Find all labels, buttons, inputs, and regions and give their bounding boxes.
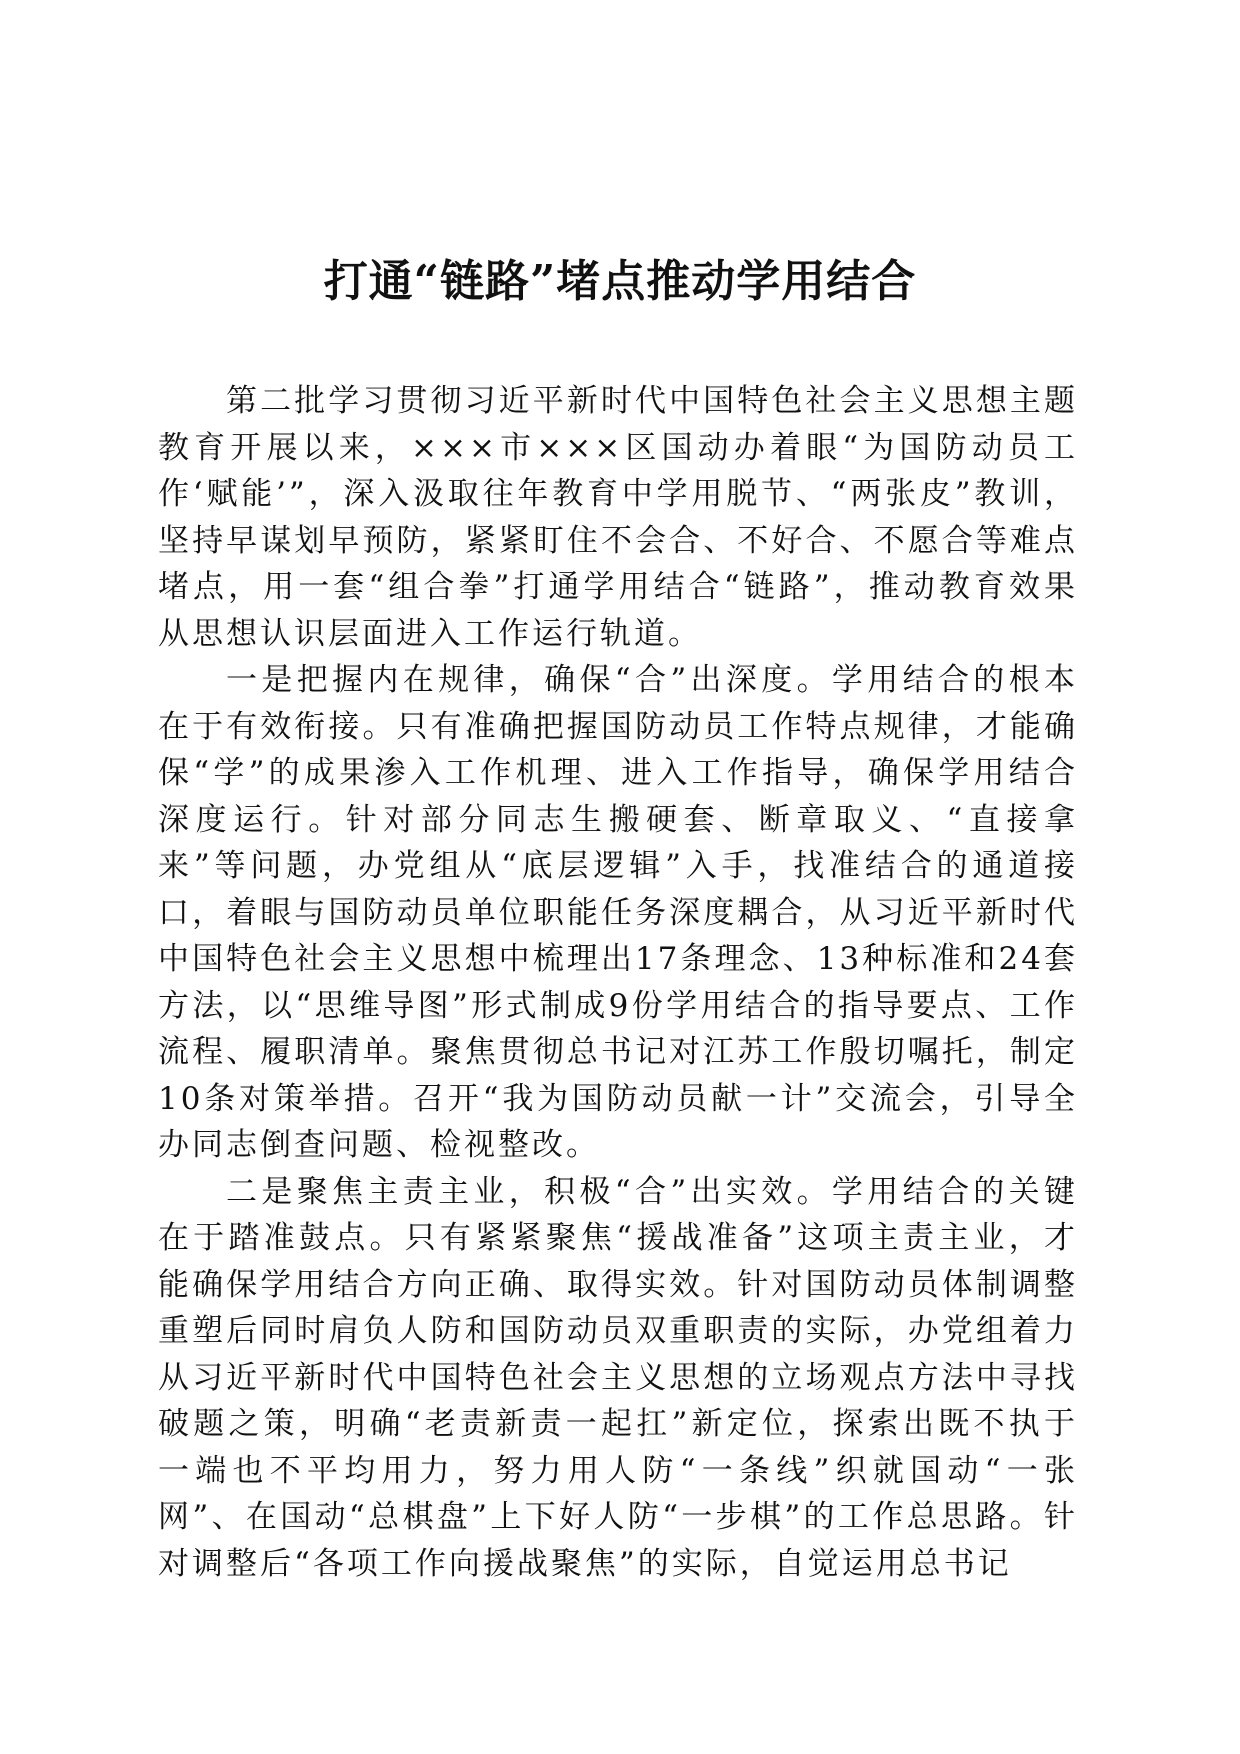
paragraph-intro: 第二批学习贯彻习近平新时代中国特色社会主义思想主题教育开展以来，×××市×××区国动办着眼“为国防动员工作‘赋能’”，深入汲取往年教育中学用脱节、“两张皮”教训，坚持早谋划早预防，紧紧盯住不会合、不好合、不愿合等难点堵点，用一套“组合拳”打通学用结合“链路”，推动教育效果从思想认识层面进入工作运行轨道。 [158, 383, 1078, 652]
paragraph-point-one: 一是把握内在规律，确保“合”出深度。学用结合的根本在于有效衔接。只有准确把握国防动员工作特点规律，才能确保“学”的成果渗入工作机理、进入工作指导，确保学用结合深度运行。针对部分同志生搬硬套、断章取义、“直接拿来”等问题，办党组从“底层逻辑”入手，找准结合的通道接口，着眼与国防动员单位职能任务深度耦合，从习近平新时代中国特色社会主义思想中梳理出17条理念、13种标准和24套方法，以“思维导图”形式制成9份学用结合的指导要点、工作流程、履职清单。聚焦贯彻总书记对江苏工作殷切嘱托，制定10条对策举措。召开“我为国防动员献一计”交流会，引导全办同志倒查问题、检视整改。 [158, 662, 1078, 1163]
document-title: 打通“链路”堵点推动学用结合 [323, 256, 917, 307]
document-body [158, 378, 1078, 1587]
paragraph-point-two: 二是聚焦主责主业，积极“合”出实效。学用结合的关键在于踏准鼓点。只有紧紧聚焦“援战准备”这项主责主业，才能确保学用结合方向正确、取得实效。针对国防动员体制调整重塑后同时肩负人防和国防动员双重职责的实际，办党组着力从习近平新时代中国特色社会主义思想的立场观点方法中寻找破题之策，明确“老责新责一起扛”新定位，探索出既不执于一端也不平均用力，努力用人防“一条线”织就国动“一张网”、在国动“总棋盘”上下好人防“一步棋”的工作总思路。针对调整后“各项工作向援战聚焦”的实际，自觉运用总书记 [158, 1173, 1078, 1582]
